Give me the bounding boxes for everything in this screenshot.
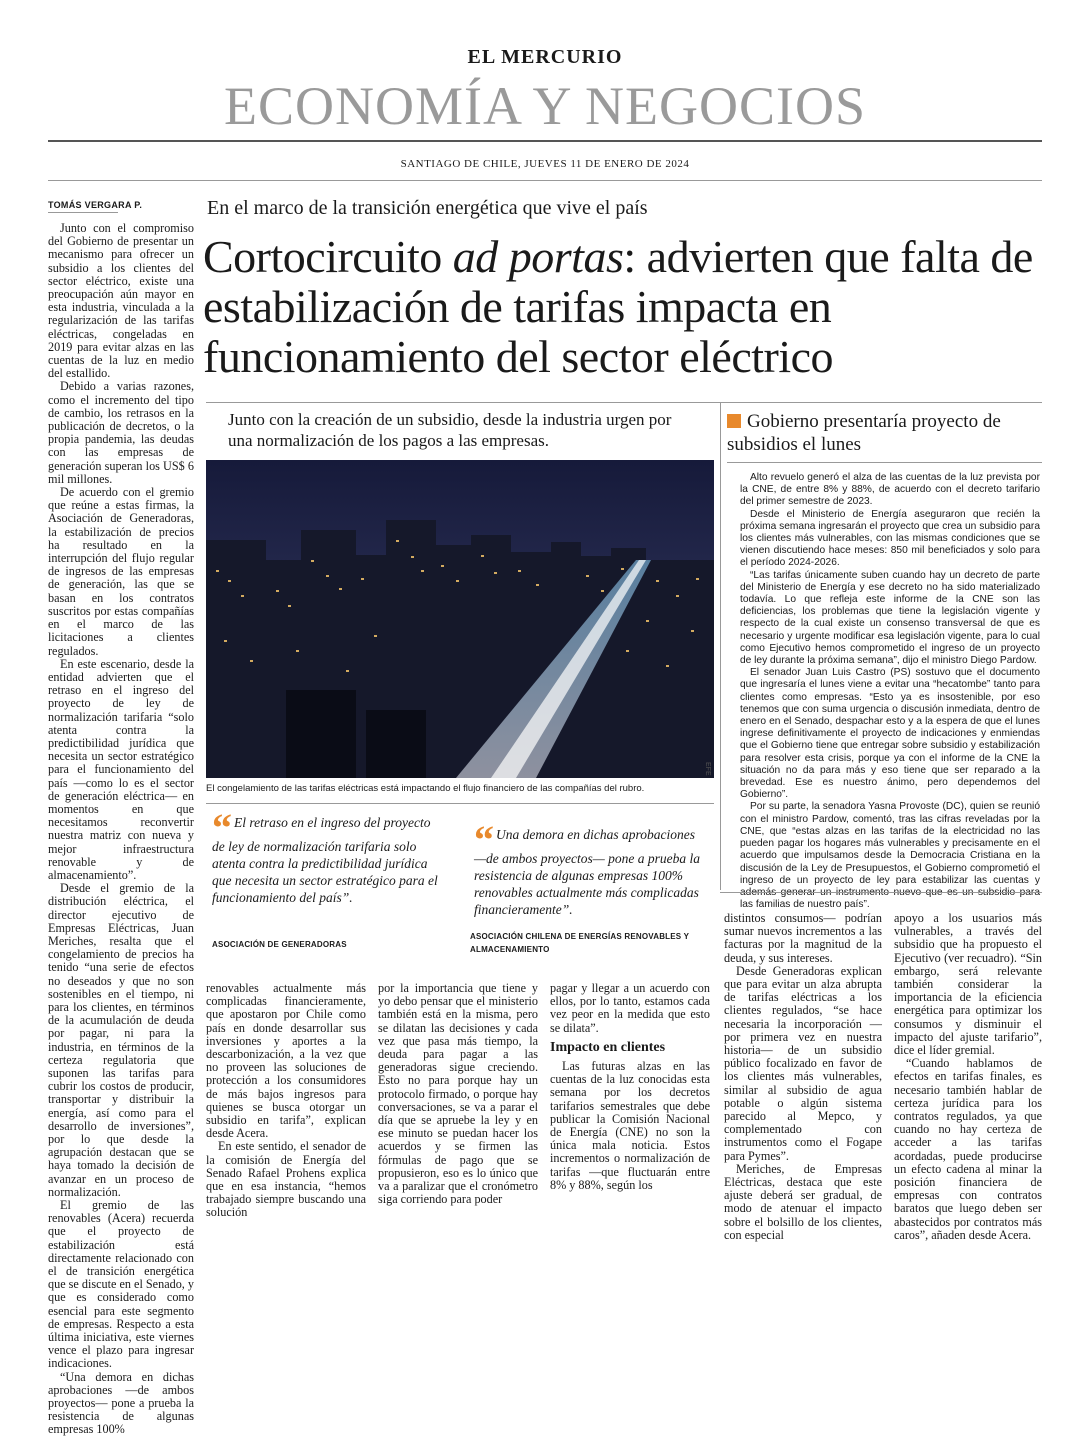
paragraph: Meriches, de Empresas Eléctricas, destaca que este ajuste deberá ser gradual, de modo de atenuar el impacto sobre el bolsillo de los clientes, con especial xyxy=(724,1161,882,1242)
subheading: Impacto en clientes xyxy=(550,1039,666,1055)
city-night-illustration xyxy=(206,460,714,778)
article-column-2 xyxy=(206,981,366,1220)
paragraph: En este sentido, el senador de la comisión de Energía del Senado Rafael Prohens explica que en esa instancia, “hemos trabajado siempre buscando una solución xyxy=(206,1139,366,1220)
article-column-6 xyxy=(894,911,1042,1242)
sidebar-paragraph: Alto revuelo generó el alza de las cuentas de la luz prevista por la CNE, de entre 8% y 88%, de acuerdo con el decreto tarifario del primer semestre de 2023. xyxy=(740,472,1040,508)
paragraph: En este escenario, desde la entidad advierten que el retraso en el ingreso del proyecto de ley de normalización tarifaria “solo atenta contra la predictibilidad jurídica que necesita un sector estratégico para el funcionamiento del país —como lo es el sector de generación eléctrica— en momentos en que necesitamos reconvertir nuestra matriz con nueva y mejor infraestructura renovable y de almacenamiento”. xyxy=(48,656,194,882)
headline-text: Cortocircuito xyxy=(203,231,453,282)
pull-quote-2 xyxy=(474,817,710,918)
photo-credit: EFE xyxy=(704,762,711,776)
paragraph: “Una demora en dichas aprobaciones —de ambos proyectos— pone a prueba la resistencia de algunas empresas 100% xyxy=(48,1369,194,1437)
dateline-rule xyxy=(48,180,1042,181)
section-title: ECONOMÍA Y NEGOCIOS xyxy=(223,76,866,136)
quote-mark-icon: “ xyxy=(474,817,494,862)
kicker: En el marco de la transición energética que vive el país xyxy=(207,197,648,219)
paragraph: pagar y llegar a un acuerdo con ellos, por lo tanto, estamos cada vez peor en la medida que esto se dilata”. xyxy=(550,981,710,1035)
photo-caption: El congelamiento de las tarifas eléctricas está impactando el flujo financiero de las compañías del rubro. xyxy=(206,783,645,794)
byline: TOMÁS VERGARA P. xyxy=(48,200,143,210)
sidebar-divider xyxy=(720,402,721,890)
paragraph: De acuerdo con el gremio que reúne a estas firmas, la Asociación de Generadoras, la estabilización de precios ha resultado en la interrupción del flujo regular de ingresos de las empresas de generación, las que se basan en los contratos suscritos por estas compañías en el marco de las licitaciones a clientes regulados. xyxy=(48,485,194,658)
article-column-1 xyxy=(48,221,194,1437)
article-column-5 xyxy=(724,911,882,1242)
sidebar-rule xyxy=(727,462,1042,463)
sidebar-paragraph: Por su parte, la senadora Yasna Provoste (DC), quien se reunió con el ministro Pardow, comentó, tras las cifras reveladas por la CNE, que “estas alzas en las tarifas de la electricidad no las pueden pagar los hogares más vulnerables y precisamente en el acuerdo que impulsamos desde la Democracia Cristiana en la discusión de la Ley de Presupuestos, el Gobierno comprometió el ingreso de un proyecto de ley para estabilizar las cuentas y las familias de nuestro país”. xyxy=(740,801,1040,911)
pull-quote-text: Una demora en dichas aprobaciones —de ambos proyectos— pone a prueba la resistencia de algunas empresas 100% renovables actualmente más complicadas financieramente”. xyxy=(474,827,700,917)
masthead-rule xyxy=(48,140,1042,142)
article-column-3 xyxy=(378,981,538,1207)
pull-quote-2-source: ASOCIACIÓN CHILENA DE ENERGÍAS RENOVABLES Y ALMACENAMIENTO xyxy=(470,932,689,954)
orange-square-icon xyxy=(727,414,741,428)
pull-quote-text: El retraso en el ingreso del proyecto de ley de normalización tarifaria solo atenta contra la predictibilidad jurídica que necesita un sector estratégico para el funcionamiento del país”. xyxy=(212,815,438,905)
pull-quote-1-source: ASOCIACIÓN DE GENERADORAS xyxy=(212,940,347,949)
city-night-photo xyxy=(206,460,714,778)
paragraph: Las futuras alzas en las cuentas de la luz conocidas esta semana por los decretos tarifarios semestrales que debe publicar la Comisión Nacional de Energía (CNE) no son la única mala noticia. Estos incrementos o normalización de tarifas —que fluctuarán entre 8% y 88%, según los xyxy=(550,1059,710,1192)
dateline: SANTIAGO DE CHILE, JUEVES 11 DE ENERO DE 2024 xyxy=(400,158,690,170)
article-column-4 xyxy=(550,982,710,1194)
sidebar-title xyxy=(727,410,1047,456)
paragraph: Desde Generadoras explican que para evitar un alza abrupta de tarifas eléctricas a los clientes regulados, “se hace necesaria la incorporación —por primera vez en nuestra historia— de un subsidio público focalizado en favor de los clientes más vulnerables, similar al subsidio de agua potable o algún sistema parecido al Mepco, y complementado con instrumentos como el Fogape para Pymes”. xyxy=(724,963,882,1163)
quote-rule xyxy=(206,803,714,804)
paragraph: apoyo a los usuarios más vulnerables, a través del subsidio que ha propuesto el Ejecutivo (ver recuadro). “Sin embargo, será relevante también considerar la importancia de la eficiencia energética para optimizar los consumos y disminuir el impacto del ajuste tarifario”, dice el líder gremial. xyxy=(894,911,1042,1058)
sidebar-paragraph: Desde el Ministerio de Energía aseguraron que recién la próxima semana ingresarán el proyecto que crea un subsidio para los clientes más vulnerables, con las mismas condiciones que se vienen discutiendo hace meses: 850 mil beneficiados y solo para el período 2024-2026. xyxy=(740,508,1040,569)
pull-quote-1 xyxy=(212,805,444,906)
headline-italic: ad portas xyxy=(452,231,624,282)
sidebar-paragraph: El senador Juan Luis Castro (PS) sostuvo que el documento que ingresaría el lunes viene a evitar una “hecatombe” tanto para clientes como empresas. “Esto ya es insostenible, por eso tenemos que con suma urgencia o discusión inmediata, dentro de enero en el Senado, despachar esto y a la espera de que el lunes ingrese definitivamente el proyecto de indicaciones y enmiendas que el Gobierno tiene que entregar sobre subsidio y estabilización para resolver esta crisis, porque ya con el informe de la CNE la situación no da para más y eso tiene que ser reparado a la brevedad. Ese es nuestro ánimo, pero dependemos del Gobierno”. xyxy=(740,667,1040,801)
byline-rule xyxy=(48,212,118,213)
headline-rule xyxy=(206,402,1042,403)
headline-text: : advierten que falta de estabilización de tarifas impacta en funcionamiento del sector eléctrico xyxy=(203,231,1033,382)
sidebar-bottom-rule xyxy=(720,892,1042,893)
paragraph: Desde el gremio de la distribución eléctrica, el director ejecutivo de Empresas Eléctricas, Juan Meriches, resalta que el congelamiento de precios ha tenido “una serie de efectos no deseados y que no son sostenibles en el tiempo, ni para los clientes, en términos de la acumulación de deuda por pagar, ni para la industria, en términos de la certeza regulatoria que suponen las tarifas para cubrir los costos de producir, transportar y distribuir la energía, así como para el desarrollo de inversiones”, por lo que desde la agrupación destacan que se haya tomado la decisión de avanzar en un proceso de normalización. xyxy=(48,881,194,1199)
deck: Junto con la creación de un subsidio, desde la industria urgen por una normalización de los pagos a las empresas. xyxy=(228,410,672,450)
quote-mark-icon: “ xyxy=(212,805,232,850)
sidebar-title-text: Gobierno presentaría proyecto de subsidios el lunes xyxy=(727,411,1001,455)
paragraph: Junto con el compromiso del Gobierno de presentar un mecanismo para ofrecer un subsidio a los clientes del sector eléctrico, existe una preocupación aún mayor en esta industria, vinculada a la regularización de las tarifas eléctricas, congeladas en 2019 para evitar alzas en las cuentas de la luz en medio del estallido. xyxy=(48,221,194,381)
paragraph: renovables actualmente más complicadas financieramente, que apostaron por Chile como país en donde desarrollar sus inversiones y aportes a la descarbonización, a la vez que no proveen las soluciones de protección a los consumidores de más bajos ingresos para quienes se busca otorgar un subsidio en tarifa”, explican desde Acera. xyxy=(206,981,366,1141)
paragraph: “Cuando hablamos de efectos en tarifas finales, es necesario también hablar de certeza jurídica para los contratos regulados, ya que cuando no hay certeza de acceder a las tarifas acordadas, puede producirse un efecto cadena al minar la posición financiera de empresas con contratos baratos que luego deben ser abastecidos por contratos más caros”, añaden desde Acera. xyxy=(894,1056,1042,1242)
paragraph: por la importancia que tiene y yo debo pensar que el ministerio también está en la misma, pero se dilatan las decisiones y cada vez que pasa más tiempo, la deuda para pagar a las generadoras sigue creciendo. Esto no para porque hay un protocolo firmado, o porque hay conversaciones, se va a parar el día que se apruebe la ley y en ese minuto se puedan hacer los acuerdos y se firmen las fórmulas de pago que se propusieron, eso es lo único que va a paralizar que el cronómetro siga corriendo para poder xyxy=(378,981,538,1207)
headline xyxy=(203,232,1043,382)
sidebar-paragraph: “Las tarifas únicamente suben cuando hay un decreto de parte del Ministerio de Energía y ese decreto no ha sido materializado todavía. Lo que refleja este informe de la CNE son las deficiencias, los problemas que tiene la legislación vigente y respecto de la cual existe un consenso transversal de que es necesario y urgente modificar esa legislación vigente, para lo cual como Ejecutivo hemos comprometido el ingreso de un proyecto de ley durante la próxima semana”, dijo el ministro Diego Pardow. xyxy=(740,569,1040,667)
paragraph: Debido a varias razones, como el incremento del tipo de cambio, los retrasos en la publicación de decretos, o la propia pandemia, las deudas con las empresas de generación superan los US$ 6 mil millones. xyxy=(48,379,194,486)
sidebar-body xyxy=(740,472,1040,911)
newspaper-name: EL MERCURIO xyxy=(467,46,623,68)
paragraph: El gremio de las renovables (Acera) recuerda que el proyecto de estabilización está directamente relacionado con el de transición energética que se discute en el Senado, y que es considerado como esencial para este segmento de empresas. Respecto a esta última iniciativa, este viernes vence el plazo para ingresar indicaciones. xyxy=(48,1198,194,1371)
paragraph: distintos consumos— podrían sumar nuevos incrementos a las facturas por la magnitud de la deuda, y sus intereses. xyxy=(724,911,882,965)
